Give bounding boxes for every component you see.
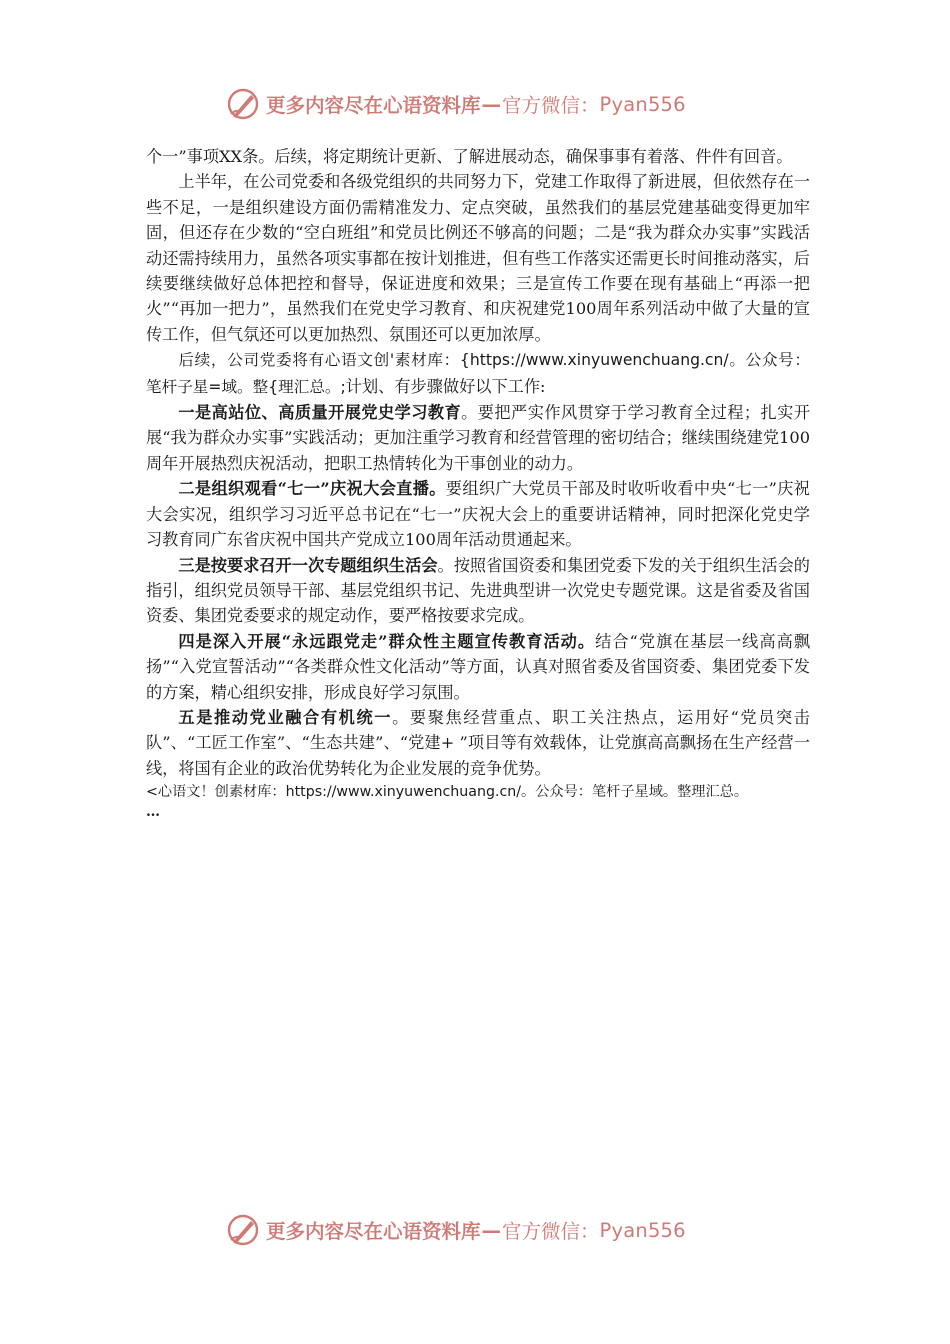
banner-dash: —	[481, 92, 502, 116]
paragraph-item-5	[146, 705, 810, 781]
banner-dash: —	[481, 1218, 502, 1242]
paragraph-item-1	[146, 400, 810, 476]
pen-logo-icon	[226, 1213, 260, 1247]
footer-banner	[226, 1212, 726, 1248]
plan-intro-watermark-text: 后续，公司党委将有心语文创'素材库：{https://www.xinyuwenchuang.cn/。公众号：笔杆子星=域。整{理汇总。;	[146, 351, 810, 396]
source-note: <心语文！创素材库：https://www.xinyuwenchuang.cn/。公众号：笔杆子星域。整理汇总。	[146, 784, 749, 801]
item-2-body: 要组织广大党员干部及时收听收看中央“七一”庆祝大会实况，组织学习习近平总书记在“七一”庆祝大会上的重要讲话精神，同时把深化党史学习教育同广东省庆祝中国共产党成立100周年活动贯通起来。	[146, 479, 810, 550]
plan-intro-text: 计划、有步骤做好以下工作:	[345, 376, 546, 396]
paragraph-item-4	[146, 629, 810, 705]
banner-wechat-id: Pyan556	[599, 1218, 686, 1242]
paragraph-continuation: 个一”事项XX条。后续，将定期统计更新、了解进展动态，确保事事有着落、件件有回音。	[146, 147, 793, 166]
item-4-body: 结合“党旗在基层一线高高飘扬”“入党宣誓活动”“各类群众性文化活动”等方面，认真对照省委及省国资委、集团党委下发的方案，精心组织安排，形成良好学习氛围。	[146, 631, 811, 702]
banner-wechat-id: Pyan556	[599, 92, 686, 116]
paragraph-summary: 上半年，在公司党委和各级党组织的共同努力下，党建工作取得了新进展，但依然存在一些不足，一是组织建设方面仍需精准发力、定点突破，虽然我们的基层党建基础变得更加牢固，但还存在少数的“空白班组”和党员比例还不够高的问题；二是“我为群众办实事”实践活动还需持续用力，虽然各项实事都在按计划推进，但有些工作落实还需更长时间推动落实，后续要继续做好总体把控和督导，保证进度和效果；三是宣传工作要在现有基础上“再添一把火”“再加一把力”，虽然我们在党史学习教育、和庆祝建党100周年系列活动中做了大量的宣传工作，但气氛还可以更加热烈、氛围还可以更加浓厚。	[146, 172, 810, 344]
item-4-heading: 四是深入开展“永远跟党走”群众性主题宣传教育活动。	[178, 631, 596, 651]
banner-text: 更多内容尽在心语资料库	[266, 94, 481, 117]
banner-text: 更多内容尽在心语资料库	[266, 1220, 481, 1243]
banner-wechat-label: 官方微信：	[502, 1220, 600, 1243]
document-body	[146, 144, 810, 821]
banner-wechat-label: 官方微信：	[502, 94, 600, 117]
header-banner	[226, 86, 726, 122]
paragraph-item-2	[146, 476, 810, 552]
item-5-body: 。要聚焦经营重点、职工关注热点，运用好“党员突击队”、“工匠工作室”、“生态共建”、“党建+ ”项目等有效载体，让党旗高高飘扬在生产经营一线，将国有企业的政治优势转化为企业发展的竞争优势。	[146, 707, 810, 778]
item-1-heading: 一是高站位、高质量开展党史学习教育	[178, 403, 462, 423]
item-5-heading: 五是推动党业融合有机统一	[178, 707, 393, 727]
paragraph-plan-intro	[146, 347, 810, 400]
item-3-heading: 三是按要求召开一次专题组织生活会	[178, 555, 438, 575]
item-1-body: 。要把严实作风贯穿于学习教育全过程；扎实开展“我为群众办实事”实践活动；更加注重学习教育和经营管理的密切结合；继续围绕建党100周年开展热烈庆祝活动，把职工热情转化为干事创业的动力。	[146, 403, 811, 473]
item-3-body: 。按照省国资委和集团党委下发的关于组织生活会的指引，组织党员领导干部、基层党组织书记、先进典型讲一次党史专题党课。这是省委及省国资委、集团党委要求的规定动作，要严格按要求完成。	[146, 555, 810, 626]
item-2-heading: 二是组织观看“七一”庆祝大会直播。	[178, 479, 446, 499]
pen-logo-icon	[226, 87, 260, 121]
paragraph-item-3	[146, 553, 810, 629]
ellipsis: …	[146, 804, 160, 821]
